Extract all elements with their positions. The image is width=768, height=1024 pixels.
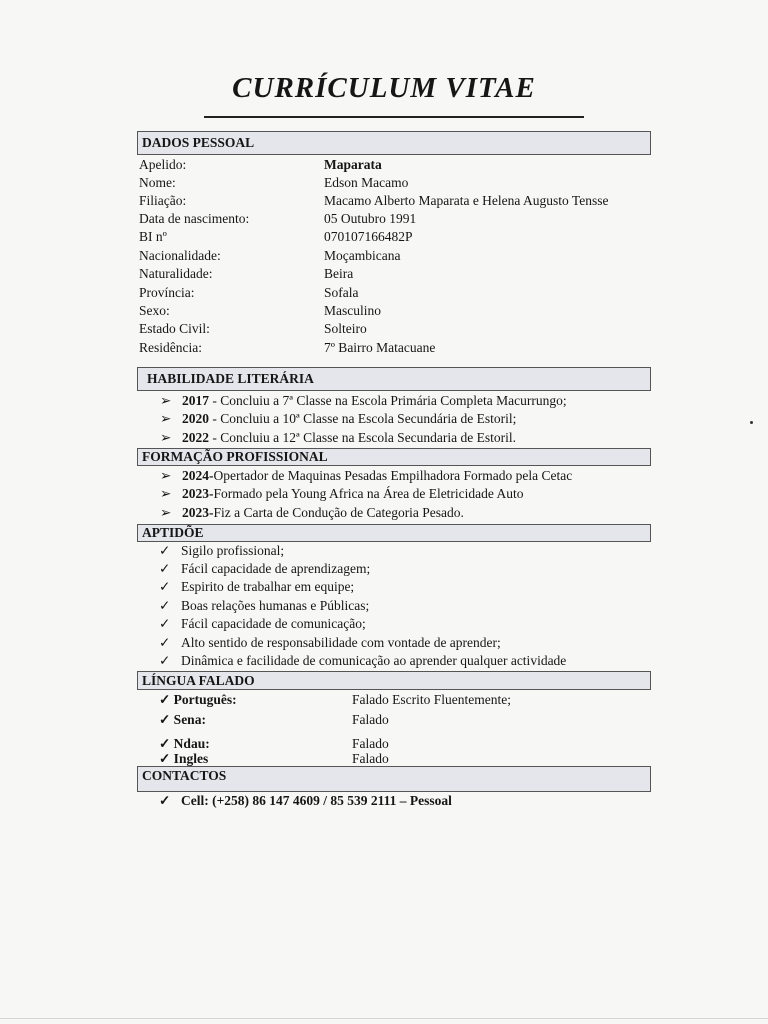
personal-value: Sofala (324, 285, 359, 300)
arrow-bullet-icon: ➢ (160, 505, 172, 520)
list-item: ➢ 2020 - Concluiu a 10ª Classe na Escola Secundária de Estoril; (160, 411, 517, 426)
list-item: ➢ 2023-Formado pela Young Africa na Área de Eletricidade Auto (160, 486, 524, 501)
arrow-bullet-icon: ➢ (160, 468, 172, 483)
personal-label: Nacionalidade: (139, 248, 221, 263)
section-header-aptidoe: APTIDÕE (137, 524, 651, 542)
section-header-dados-pessoal: DADOS PESSOAL (137, 131, 651, 155)
personal-value: Moçambicana (324, 248, 401, 263)
personal-label: Data de nascimento: (139, 211, 250, 226)
list-item: ✓ Sigilo profissional; (159, 543, 285, 558)
page-title: CURRÍCULUM VITAE (232, 72, 536, 104)
list-item: ➢ 2023-Fiz a Carta de Condução de Categoria Pesado. (160, 505, 464, 520)
title-underline (204, 116, 584, 118)
personal-label: Residência: (139, 340, 202, 355)
check-icon: ✓ (159, 598, 171, 613)
arrow-bullet-icon: ➢ (160, 486, 172, 501)
personal-label: Nome: (139, 175, 176, 190)
section-header-habilidade-literaria: HABILIDADE LITERÁRIA (137, 367, 651, 391)
list-item: ✓ Espirito de trabalhar em equipe; (159, 579, 355, 594)
arrow-bullet-icon: ➢ (160, 411, 172, 426)
personal-value: Macamo Alberto Maparata e Helena Augusto Tensse (324, 193, 609, 208)
contact-phone: Cell: (+258) 86 147 4609 / 85 539 2111 – Pessoal (181, 793, 452, 808)
language-name: ✓ Ndau: (159, 736, 210, 751)
personal-label: Sexo: (139, 303, 170, 318)
list-item: ➢ 2017 - Concluiu a 7ª Classe na Escola Primária Completa Macurrungo; (160, 393, 567, 408)
language-name: ✓ Ingles (159, 751, 209, 766)
list-item: ✓ Alto sentido de responsabilidade com vontade de aprender; (159, 635, 501, 650)
language-level: Falado (352, 712, 389, 727)
contact-item (159, 793, 452, 809)
page-edge (0, 1018, 768, 1019)
check-icon: ✓ (159, 543, 171, 558)
personal-value: 7º Bairro Matacuane (324, 340, 436, 355)
personal-value: Beira (324, 266, 354, 281)
personal-value: Maparata (324, 157, 382, 172)
language-level: Falado (352, 751, 389, 766)
personal-label: BI nº (139, 229, 167, 244)
check-icon: ✓ (159, 793, 171, 808)
check-icon: ✓ (159, 653, 171, 668)
section-header-formacao-profissional: FORMAÇÃO PROFISSIONAL (137, 448, 651, 466)
list-item: ✓ Dinâmica e facilidade de comunicação ao aprender qualquer actividade (159, 653, 567, 668)
language-name: ✓ Sena: (159, 712, 206, 727)
language-name: ✓ Português: (159, 692, 237, 707)
language-level: Falado (352, 736, 389, 751)
check-icon: ✓ (159, 561, 171, 576)
list-item: ✓ Fácil capacidade de aprendizagem; (159, 561, 371, 576)
list-item: ✓ Boas relações humanas e Públicas; (159, 598, 370, 613)
personal-label: Apelido: (139, 157, 187, 172)
personal-value: Edson Macamo (324, 175, 409, 190)
scan-speck (750, 421, 753, 424)
section-header-lingua-falado: LÍNGUA FALADO (137, 671, 651, 690)
list-item: ✓ Fácil capacidade de comunicação; (159, 616, 366, 631)
list-item: ➢ 2022 - Concluiu a 12ª Classe na Escola Secundaria de Estoril. (160, 430, 517, 445)
personal-value: Solteiro (324, 321, 367, 336)
personal-value: Masculino (324, 303, 381, 318)
check-icon: ✓ (159, 616, 171, 631)
personal-value: 070107166482P (324, 229, 413, 244)
personal-label: Filiação: (139, 193, 187, 208)
arrow-bullet-icon: ➢ (160, 393, 172, 408)
section-header-contactos: CONTACTOS (137, 766, 651, 792)
personal-value: 05 Outubro 1991 (324, 211, 417, 226)
language-level: Falado Escrito Fluentemente; (352, 692, 511, 707)
list-item: ➢ 2024-Opertador de Maquinas Pesadas Empilhadora Formado pela Cetac (160, 468, 573, 483)
personal-label: Província: (139, 285, 195, 300)
check-icon: ✓ (159, 635, 171, 650)
check-icon: ✓ (159, 579, 171, 594)
personal-label: Naturalidade: (139, 266, 213, 281)
arrow-bullet-icon: ➢ (160, 430, 172, 445)
personal-label: Estado Civil: (139, 321, 210, 336)
